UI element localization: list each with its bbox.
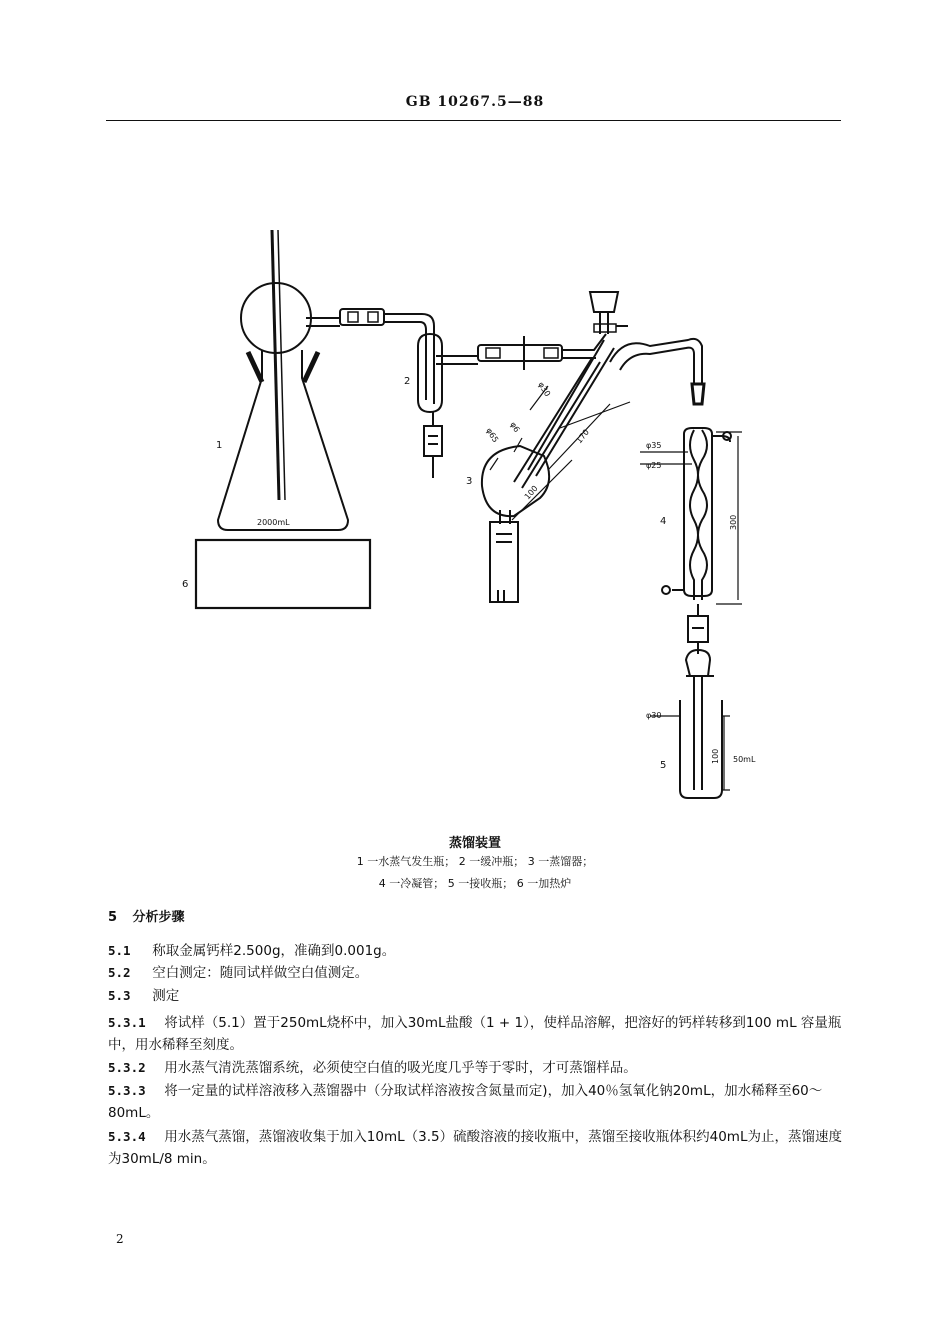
paragraph-number: 5.3 bbox=[108, 988, 131, 1003]
flask-volume-label: 2000mL bbox=[257, 518, 290, 527]
paragraph bbox=[108, 1080, 843, 1124]
paragraph bbox=[108, 1012, 843, 1056]
figure-caption-title: 蒸馏装置 bbox=[448, 836, 501, 851]
figure-label-2: 2 bbox=[404, 376, 411, 387]
dim-d30: φ30 bbox=[536, 380, 553, 399]
distiller bbox=[482, 340, 614, 602]
steam-generator-flask bbox=[218, 230, 348, 530]
paragraph bbox=[108, 940, 843, 962]
paragraph bbox=[108, 985, 843, 1007]
condenser bbox=[662, 384, 731, 654]
section-number: 5 bbox=[108, 910, 118, 925]
figure-label-1: 1 bbox=[216, 440, 223, 451]
paragraph-text: 将试样（5.1）置于250mL烧杯中，加入30mL盐酸（1 + 1），使样品溶解，把溶好的钙样转移到100 mL 容量瓶中，用水稀释至刻度。 bbox=[108, 1015, 842, 1053]
paragraph-number: 5.3.4 bbox=[108, 1129, 146, 1144]
figure-label-4: 4 bbox=[660, 516, 667, 527]
paragraph-text: 用水蒸气清洗蒸馏系统，必须使空白值的吸光度几乎等于零时，才可蒸馏样品。 bbox=[164, 1060, 637, 1076]
paragraph-number: 5.3.1 bbox=[108, 1015, 146, 1030]
paragraph-text: 用水蒸气蒸馏，蒸馏液收集于加入10mL（3.5）硫酸溶液的接收瓶中，蒸馏至接收瓶体积约40mL为止，蒸馏速度为30mL/8 min。 bbox=[108, 1129, 842, 1167]
paragraph-number: 5.3.3 bbox=[108, 1083, 146, 1098]
paragraph-text: 称取金属钙样2.500g，准确到0.001g。 bbox=[152, 943, 396, 959]
dim-170: 170 bbox=[574, 427, 591, 446]
paragraph-text: 空白测定：随同试样做空白值测定。 bbox=[152, 965, 369, 981]
receiver-volume-label: 50mL bbox=[733, 755, 756, 764]
dim-100-receiver: 100 bbox=[711, 748, 720, 764]
dim-100: 100 bbox=[522, 483, 540, 502]
dim-d35: φ35 bbox=[646, 441, 662, 450]
figure-caption-line1: 1 一水蒸气发生瓶； 2 一缓冲瓶； 3 一蒸馏器； bbox=[356, 855, 594, 868]
dim-d25: φ25 bbox=[646, 461, 662, 470]
dim-d65: φ65 bbox=[484, 426, 501, 445]
paragraph bbox=[108, 962, 843, 984]
paragraph-number: 5.1 bbox=[108, 943, 131, 958]
paragraph-number: 5.3.2 bbox=[108, 1060, 146, 1075]
paragraph bbox=[108, 1126, 843, 1170]
heating-furnace bbox=[196, 540, 370, 608]
figure-caption-line2: 4 一冷凝管； 5 一接收瓶； 6 一加热炉 bbox=[378, 877, 572, 890]
dim-d30-receiver: φ30 bbox=[646, 711, 662, 720]
receiving-bottle bbox=[680, 650, 722, 798]
dim-300: 300 bbox=[729, 514, 738, 530]
section-heading bbox=[108, 906, 185, 925]
paragraph-text: 测定 bbox=[152, 988, 180, 1004]
figure-label-5: 5 bbox=[660, 760, 667, 771]
page-number: 2 bbox=[116, 1232, 124, 1246]
paragraph-text: 将一定量的试样溶液移入蒸馏器中（分取试样溶液按含氮量而定)，加入40％氢氧化钠20mL，加水稀释至60～80mL。 bbox=[108, 1083, 823, 1121]
figure-label-3: 3 bbox=[466, 476, 473, 487]
paragraph-number: 5.2 bbox=[108, 965, 131, 980]
page-header: GB 10267.5—88 bbox=[405, 94, 545, 110]
figure-label-6: 6 bbox=[182, 579, 189, 590]
dim-d6: φ6 bbox=[508, 420, 522, 434]
section-title: 分析步骤 bbox=[132, 910, 185, 925]
paragraph bbox=[108, 1057, 843, 1079]
